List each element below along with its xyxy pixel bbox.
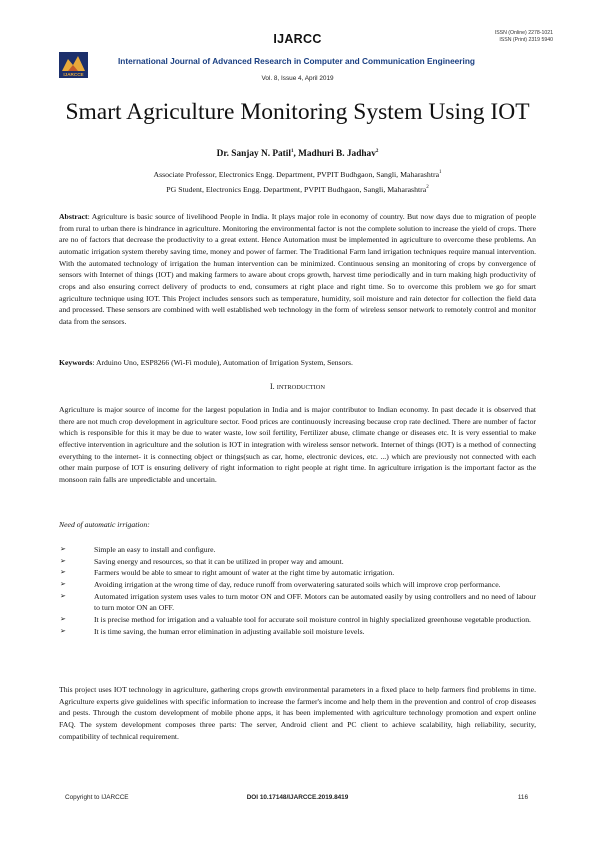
list-item — [59, 567, 536, 579]
authors-line — [0, 149, 595, 159]
author-1-sup: 1 — [290, 149, 294, 154]
affiliation-1-text: Associate Professor, Electronics Engg. Department, PVPIT Budhgaon, Sangli, Maharashtra — [153, 170, 440, 179]
arrow-bullet-icon: ➢ — [60, 579, 66, 588]
author-2-sup: 2 — [375, 149, 379, 154]
author-1: Dr. Sanjay N. Patil — [216, 149, 291, 159]
keywords-text: : Arduino Uno, ESP8266 (Wi-Fi module), Automation of Irrigation System, Sensors. — [92, 358, 353, 367]
arrow-bullet-icon: ➢ — [60, 568, 66, 577]
author-2: Madhuri B. Jadhav — [298, 149, 376, 159]
logo-text: IJARCCE — [63, 72, 84, 77]
intro-paragraph: Agriculture is major source of income for the largest population in India and is major contributor to Indian economy. In past decade it is observed that there are not much crop development in agriculture sector. Food prices are continuously increasing because crop rate declined. There are number of factor which is responsible for this it may be due to water waste, low soil fertility, Fertilizer abuse, climate change or diseases etc. It is very essential to make effective intervention in agriculture and the solution is IOT in integration with wireless sensor network. Internet of things (IOT) is a method of connecting everything to the internet- it is connecting object or things(such as car, home, electronic devices, etc. ...) which are previously not connected with each other main purpose of IOT is ensuring delivery of right information to right people at right time. In agriculture irrigation is the important factor as the monsoon rain falls are unpredictable and uncertain. — [59, 405, 536, 484]
abstract-label: Abstract — [59, 212, 88, 221]
issn-block — [495, 30, 553, 44]
affiliation-1-sup: 1 — [439, 170, 442, 175]
issn-online: ISSN (Online) 2278-1021 — [494, 30, 553, 36]
section-heading — [0, 382, 595, 391]
list-item — [59, 556, 536, 568]
list-item — [59, 591, 536, 614]
affiliation-1 — [0, 170, 595, 179]
arrow-bullet-icon: ➢ — [60, 556, 66, 565]
section-title: INTRODUCTION — [276, 384, 325, 391]
issn-print: ISSN (Print) 2319 5940 — [499, 37, 553, 43]
journal-short-title: IJARCC — [273, 32, 322, 46]
arrow-bullet-icon: ➢ — [60, 591, 66, 600]
affiliation-2-text: PG Student, Electronics Engg. Department, PVPIT Budhgaon, Sangli, Maharashtra — [166, 185, 427, 194]
list-item — [59, 579, 536, 591]
list-item-text: Simple an easy to install and configure. — [94, 545, 216, 554]
arrow-bullet-icon: ➢ — [60, 626, 66, 635]
volume-issue: Vol. 8, Issue 4, April 2019 — [261, 75, 334, 82]
abstract — [59, 211, 536, 328]
list-item-text: It is time saving, the human error elimination in adjusting available soil moisture levels. — [94, 626, 365, 636]
list-item — [59, 626, 536, 638]
list-item-text: Saving energy and resources, so that it can be utilized in proper way and amount. — [94, 556, 344, 566]
arrow-bullet-icon: ➢ — [60, 614, 66, 623]
author-separator: , — [293, 149, 299, 159]
affiliation-2-sup: 2 — [426, 185, 429, 190]
list-item-text: Avoiding irrigation at the wrong time of day, reduce runoff from overwatering saturated soils which will improve crop performance. — [94, 579, 501, 589]
keywords — [59, 357, 536, 369]
footer-page-number: 116 — [517, 794, 528, 801]
arrow-bullet-icon: ➢ — [60, 545, 66, 553]
paper-title: Smart Agriculture Monitoring System Using IOT — [65, 99, 530, 125]
footer-doi: DOI 10.17148/IJARCCE.2019.8419 — [246, 794, 349, 801]
section-numeral: I. — [270, 382, 277, 391]
journal-full-title: International Journal of Advanced Research in Computer and Communication Engineering — [118, 56, 475, 66]
list-item-text: It is precise method for irrigation and a valuable tool for accurate soil moisture control in highly specialized greenhouse vegetable production. — [94, 614, 531, 624]
list-item-text: Automated irrigation system uses vales to turn motor ON and OFF. Motors can be automated easily by using controllers and no need of labour to turn motor ON an OFF. — [94, 591, 536, 613]
list-item-text: Farmers would be able to smear to right amount of water at the right time by automatic irrigation. — [94, 568, 395, 578]
list-item — [59, 544, 536, 556]
list-item — [59, 614, 536, 626]
closing-paragraph: This project uses IOT technology in agriculture, gathering crops growth environmental parameters in a fixed place to help farmers find problems in time. Agriculture experts give guidelines with specific information to increase the farmer's income and help them in the prevention and control of crop diseases and pests. Through the custom development of mobile phone apps, it has been implemented with agriculture technology promotion and expert online FAQ. The system development composes three parts: The server, Android client and PC client to achieve scalability, high reliability, security, compatibility of technical requirement. — [59, 685, 536, 741]
affiliation-2 — [0, 185, 595, 194]
bullet-list — [59, 544, 536, 637]
abstract-text: : Agriculture is basic source of livelihood People in India. It plays major role in economy of country. But now days due to migration of people from rural to urban there is hindrance in agriculture. Monitoring the environmental factor is not the complete solution to increase the yield of crops. There are no of factors that decrease the productivity to a great extent. Hence Automation must be implemented in agriculture to overcome these problems. An automatic irrigation system thereby saving time, money and power of farmer. The Traditional Farm land irrigation techniques require manual intervention. With the automated technology of irrigation the human intervention can be minimized. Continuous sensing an monitoring of crops by convergence of sensors with Internet of things (IOT) and making farmers to aware about crops growth, harvest time periodically and in turn making high productivity of crops and also ensuring correct delivery of products to end, consumers at right place and right time. So to overcome this problem we go for smart agriculture technique using IOT. This Project includes sensors such as temperature, humidity, soil moisture and rain detector for collection the field data and processed. These sensors are combined with well established web technology in the form of wireless sensor network to remotely control and monitor data from the sensors. — [59, 212, 536, 326]
keywords-label: Keywords — [59, 358, 93, 367]
need-heading: Need of automatic irrigation: — [59, 520, 150, 529]
footer-copyright: Copyright to IJARCCE — [65, 794, 129, 801]
